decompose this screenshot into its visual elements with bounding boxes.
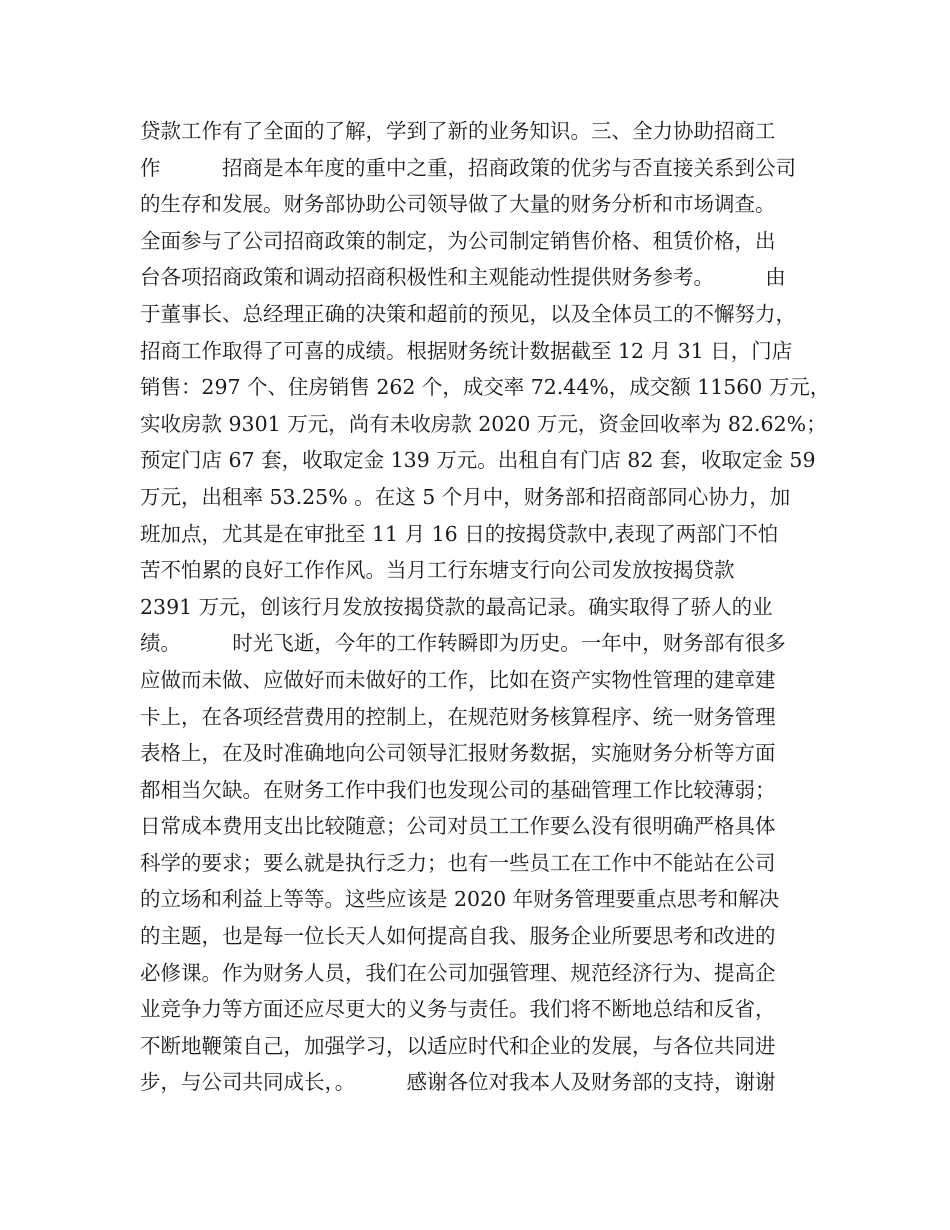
text-line: 的立场和利益上等等。这些应该是 2020 年财务管理要重点思考和解决 bbox=[140, 887, 780, 912]
text-line: 日常成本费用支出比较随意；公司对员工工作要么没有很明确严格具体 bbox=[140, 814, 776, 839]
text-line: 都相当欠缺。在财务工作中我们也发现公司的基础管理工作比较薄弱； bbox=[140, 777, 776, 802]
text-line: 的生存和发展。财务部协助公司领导做了大量的财务分析和市场调查。 bbox=[140, 192, 776, 217]
text-line: 贷款工作有了全面的了解，学到了新的业务知识。三、全力协助招商工 bbox=[140, 119, 776, 143]
text-line: 万元，出租率 53.25% 。在这 5 个月中，财务部和招商部同心协力，加 bbox=[140, 484, 791, 509]
text-line: 表格上，在及时准确地向公司领导汇报财务数据，实施财务分析等方面 bbox=[140, 741, 776, 766]
text-line: 全面参与了公司招商政策的制定，为公司制定销售价格、租赁价格，出 bbox=[140, 228, 776, 253]
text-line: 销售：297 个、住房销售 262 个，成交率 72.44%，成交额 11560 万元， bbox=[140, 375, 831, 400]
text-line: 绩。 时光飞逝，今年的工作转瞬即为历史。一年中，财务部有很多 bbox=[140, 631, 786, 656]
text-line: 卡上，在各项经营费用的控制上，在规范财务核算程序、统一财务管理 bbox=[140, 704, 776, 729]
text-line: 实收房款 9301 万元，尚有未收房款 2020 万元，资金回收率为 82.62%； bbox=[140, 411, 827, 436]
text-line: 的主题，也是每一位长天人如何提高自我、服务企业所要思考和改进的 bbox=[140, 924, 776, 949]
text-line: 应做而未做、应做好而未做好的工作，比如在资产实物性管理的建章建 bbox=[140, 667, 776, 692]
text-line: 作 招商是本年度的重中之重，招商政策的优劣与否直接关系到公司 bbox=[140, 155, 796, 180]
text-line: 预定门店 67 套，收取定金 139 万元。出租自有门店 82 套，收取定金 59 bbox=[140, 448, 816, 473]
text-line: 于董事长、总经理正确的决策和超前的预见，以及全体员工的不懈努力， bbox=[140, 301, 796, 326]
text-line: 招商工作取得了可喜的成绩。根据财务统计数据截至 12 月 31 日，门店 bbox=[140, 338, 793, 363]
text-line: 班加点，尤其是在审批至 11 月 16 日的按揭贷款中,表现了两部门不怕 bbox=[140, 521, 779, 546]
body-text bbox=[140, 113, 830, 1101]
text-line: 台各项招商政策和调动招商积极性和主观能动性提供财务参考。 由 bbox=[140, 265, 786, 290]
text-line: 科学的要求；要么就是执行乏力；也有一些员工在工作中不能站在公司 bbox=[140, 850, 776, 875]
text-line: 苦不怕累的良好工作作风。当月工行东塘支行向公司发放按揭贷款 bbox=[140, 558, 735, 583]
text-line: 不断地鞭策自己，加强学习，以适应时代和企业的发展，与各位共同进 bbox=[140, 1033, 776, 1058]
text-line: 2391 万元，创该行月发放按揭贷款的最高记录。确实取得了骄人的业 bbox=[140, 594, 773, 619]
text-line: 业竞争力等方面还应尽更大的义务与责任。我们将不断地总结和反省， bbox=[140, 997, 776, 1022]
text-line: 必修课。作为财务人员，我们在公司加强管理、规范经济行为、提高企 bbox=[140, 960, 776, 985]
text-line: 步，与公司共同成长，。 感谢各位对我本人及财务部的支持，谢谢 bbox=[140, 1070, 776, 1095]
